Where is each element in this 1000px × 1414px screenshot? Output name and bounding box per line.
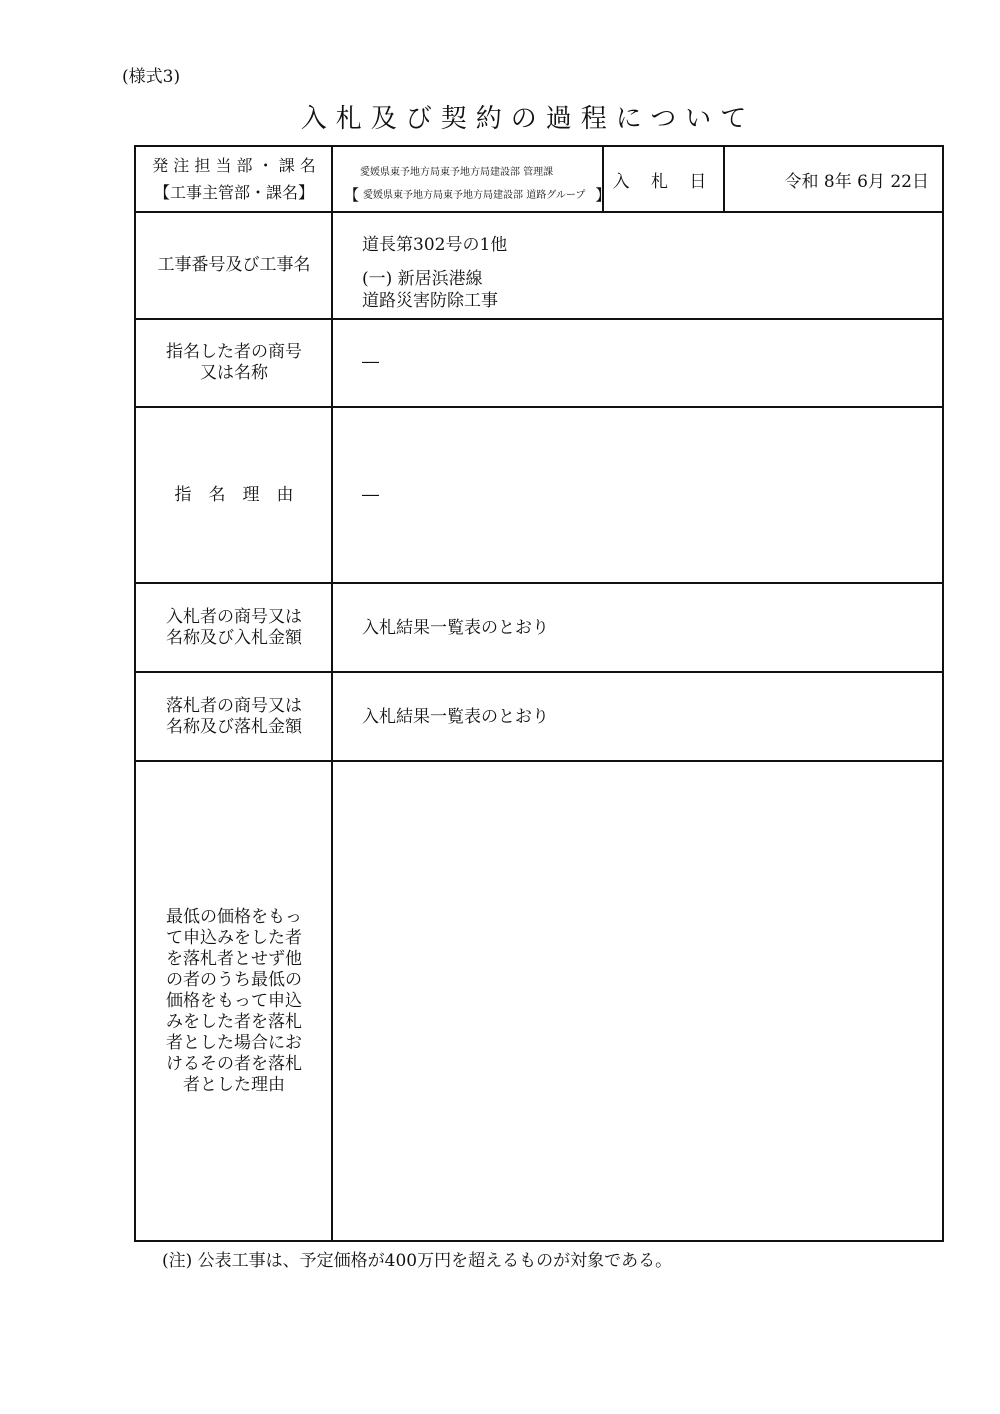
work-number: 道長第302号の1他	[362, 235, 508, 255]
work-name-value	[362, 234, 507, 312]
bid-date-label: 入 札 日	[612, 171, 715, 192]
exception-label-line: 者とした場合にお	[166, 1032, 302, 1053]
dept-value-line1: 愛媛県東予地方局東予地方局建設部 管理課	[360, 167, 554, 178]
bidders-label-line2: 名称及び入札金額	[166, 627, 302, 648]
dept-value-line2	[344, 184, 610, 205]
exception-label-line: けるその者を落札	[166, 1053, 302, 1074]
document-title: 入札及び契約の過程について	[300, 104, 756, 134]
work-route: (一) 新居浜港線	[362, 269, 483, 289]
form-number: (様式3)	[122, 67, 181, 87]
bracket-open: 【	[344, 186, 360, 204]
bid-date-value: 令和 8年 6月 22日	[784, 171, 929, 192]
bidders-value: 入札結果一覧表のとおり	[362, 618, 549, 638]
dept-value-line2-text: 愛媛県東予地方局東予地方局建設部 道路グループ	[363, 190, 586, 201]
winner-label-line1: 落札者の商号又は	[166, 695, 302, 716]
dept-label-line1: 発 注 担 当 部 ・ 課 名	[152, 156, 316, 175]
dept-label-line2: 【工事主管部・課名】	[153, 183, 314, 202]
nominee-label-line2: 又は名称	[200, 363, 268, 383]
reason-value: ―	[362, 485, 379, 505]
work-name-label: 工事番号及び工事名	[157, 255, 311, 275]
winner-value: 入札結果一覧表のとおり	[362, 707, 549, 727]
exception-label-line: て申込みをした者	[166, 927, 302, 948]
bidders-label-line1: 入札者の商号又は	[166, 606, 302, 627]
bidders-label	[136, 584, 332, 671]
exception-label-line: 最低の価格をもっ	[166, 906, 302, 927]
footnote: (注) 公表工事は、予定価格が400万円を超えるものが対象である。	[162, 1251, 673, 1271]
winner-label-line2: 名称及び落札金額	[166, 716, 302, 737]
exception-label	[136, 762, 332, 1240]
nominee-value: ―	[362, 352, 379, 372]
winner-label	[136, 673, 332, 760]
dept-label	[136, 147, 332, 211]
exception-label-line: みをした者を落札	[166, 1011, 302, 1032]
nominee-label-line1: 指名した者の商号	[166, 342, 302, 362]
nominee-label	[136, 320, 332, 406]
exception-label-line: を落札者とせず他	[166, 948, 302, 969]
reason-label: 指 名 理 由	[174, 484, 294, 505]
exception-label-line: 価格をもって申込	[166, 990, 302, 1011]
exception-label-line: 者とした理由	[183, 1074, 285, 1095]
exception-label-line: の者のうち最低の	[166, 969, 302, 990]
bracket-close: 】	[595, 186, 611, 204]
work-title: 道路災害防除工事	[362, 291, 498, 311]
